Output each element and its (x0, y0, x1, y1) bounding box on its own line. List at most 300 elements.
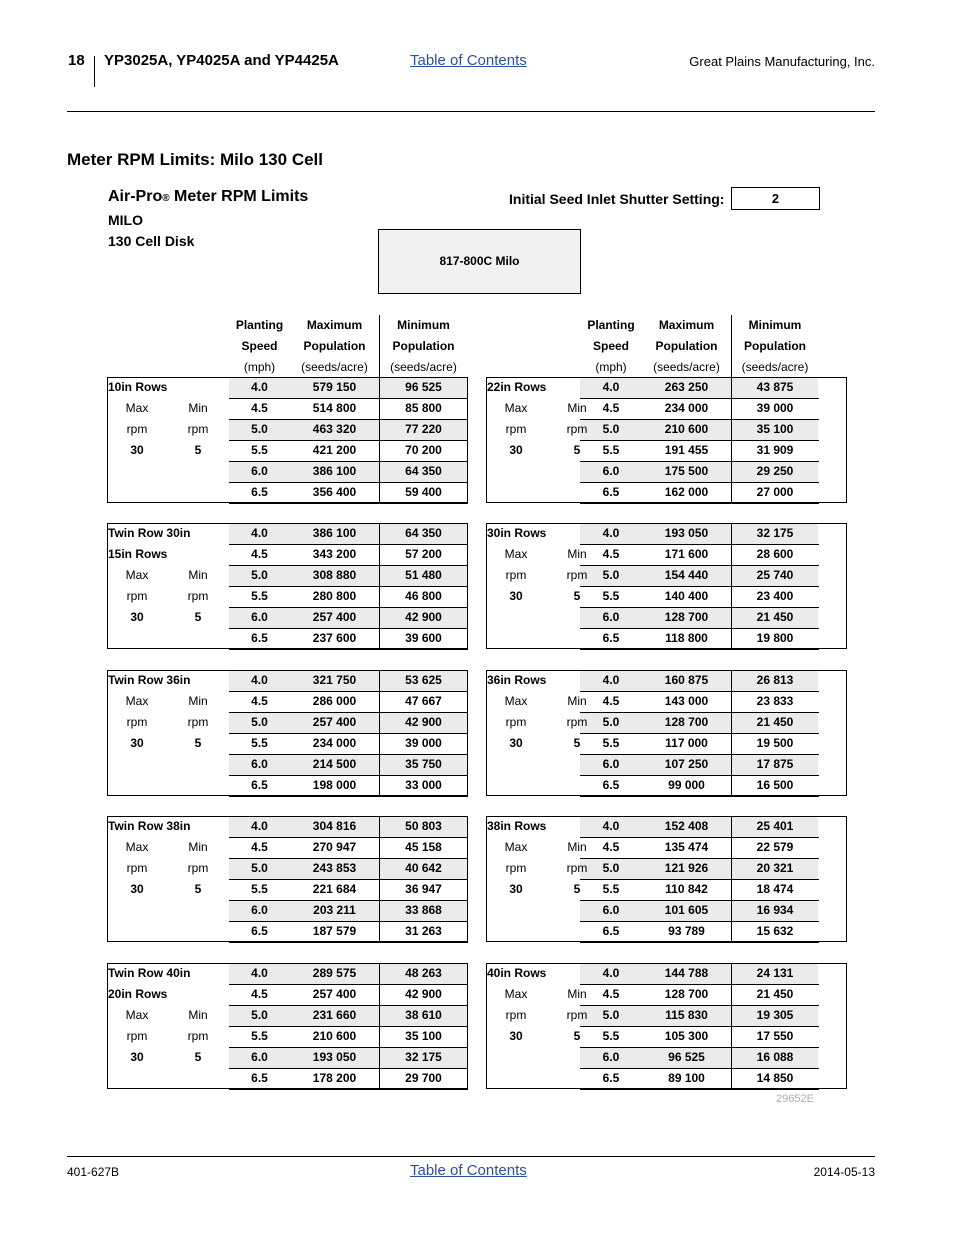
planting-speed: 5.0 (602, 1008, 620, 1022)
max-population: 101 605 (664, 903, 709, 917)
planting-speed: 6.5 (602, 1071, 620, 1085)
rpm-rpm: rpm (126, 589, 148, 603)
max-population: 162 000 (664, 485, 709, 499)
min-population: 45 158 (405, 840, 442, 854)
min-population: 40 642 (405, 861, 442, 875)
min-population: 19 800 (756, 631, 794, 645)
min-population: 46 800 (405, 589, 442, 603)
min-population: 24 131 (756, 966, 794, 980)
rpm-min: Min (567, 840, 587, 854)
planting-speed: 4.5 (602, 547, 620, 561)
min-population: 17 550 (756, 1029, 794, 1043)
max-population: 128 700 (664, 987, 709, 1001)
rpm-max-value: 30 (509, 1029, 523, 1043)
max-population: 386 100 (312, 464, 357, 478)
rpm-max: Max (125, 1008, 149, 1022)
planting-speed: 4.5 (602, 987, 620, 1001)
planting-speed: 6.0 (602, 1050, 620, 1064)
rpm-min: Min (188, 840, 208, 854)
max-population: 286 000 (312, 694, 357, 708)
min-population: 25 740 (756, 568, 794, 582)
planting-speed: 5.5 (602, 589, 620, 603)
planting-speed: 5.5 (251, 589, 268, 603)
max-population: 140 400 (664, 589, 709, 603)
registered-mark: ® (162, 193, 170, 204)
max-population: 463 320 (312, 422, 357, 436)
planting-speed: 5.5 (602, 736, 620, 750)
planting-speed: 5.0 (602, 715, 620, 729)
min-population: 27 000 (756, 485, 794, 499)
max-population: 198 000 (312, 778, 357, 792)
max-population: 579 150 (312, 380, 357, 394)
planting-speed: 4.5 (251, 840, 268, 854)
max-population: 257 400 (312, 987, 357, 1001)
chart-title (108, 188, 308, 206)
header-divider (94, 56, 95, 87)
right-col-header-max: Population (655, 339, 718, 353)
left-col-header-min: Population (392, 339, 455, 353)
row-divider (580, 942, 819, 943)
max-population: 280 800 (312, 589, 357, 603)
rpm-max-value: 30 (130, 1050, 144, 1064)
planting-speed: 5.5 (251, 736, 268, 750)
rpm-max: Max (125, 694, 149, 708)
rpm-min-value: 5 (194, 610, 202, 624)
max-population: 243 853 (312, 861, 357, 875)
planting-speed: 4.0 (251, 526, 268, 540)
planting-speed: 4.0 (251, 673, 268, 687)
min-population: 85 800 (405, 401, 442, 415)
planting-speed: 4.0 (251, 819, 268, 833)
planting-speed: 6.0 (251, 903, 268, 917)
rpm-rpm: rpm (187, 422, 209, 436)
max-population: 231 660 (312, 1008, 357, 1022)
rpm-min-value: 5 (573, 589, 581, 603)
max-population: 343 200 (312, 547, 357, 561)
rpm-max: Max (125, 840, 149, 854)
header-rule (67, 111, 875, 112)
rpm-max-value: 30 (130, 610, 144, 624)
min-population: 20 321 (756, 861, 794, 875)
rpm-min-value: 5 (194, 443, 202, 457)
planting-speed: 6.0 (251, 610, 268, 624)
row-type-label: 15in Rows (108, 547, 168, 561)
min-population: 53 625 (405, 673, 442, 687)
right-header-divider (731, 315, 732, 377)
planting-speed: 6.5 (251, 1071, 268, 1085)
max-population: 386 100 (312, 526, 357, 540)
document-title: YP3025A, YP4025A and YP4425A (104, 52, 339, 69)
row-type-label: Twin Row 30in (108, 526, 191, 540)
footer-rule (67, 1156, 875, 1157)
meter-box: 817-800C Milo (378, 229, 581, 294)
shutter-value: 2 (731, 187, 820, 210)
min-population: 39 000 (756, 401, 794, 415)
planting-speed: 4.0 (602, 673, 620, 687)
rpm-rpm: rpm (187, 589, 209, 603)
planting-speed: 5.0 (251, 422, 268, 436)
planting-speed: 6.0 (602, 903, 620, 917)
rpm-max: Max (504, 840, 528, 854)
max-population: 93 789 (668, 924, 705, 938)
min-population: 39 600 (405, 631, 442, 645)
max-population: 118 800 (665, 631, 708, 645)
rpm-max: Max (504, 401, 528, 415)
footer-toc-link[interactable]: Table of Contents (410, 1162, 527, 1179)
max-population: 308 880 (312, 568, 357, 582)
left-col-header-speed: Speed (241, 339, 278, 353)
planting-speed: 6.5 (602, 778, 620, 792)
max-population: 356 400 (312, 485, 357, 499)
row-type-label: Twin Row 40in (108, 966, 191, 980)
planting-speed: 4.0 (602, 380, 620, 394)
min-population: 16 088 (756, 1050, 794, 1064)
right-col-header-speed: Planting (587, 318, 635, 332)
left-col-header-max: (seeds/acre) (301, 360, 368, 374)
min-population: 38 610 (405, 1008, 442, 1022)
shutter-label: Initial Seed Inlet Shutter Setting: (509, 191, 725, 207)
max-population: 203 211 (313, 903, 356, 917)
row-divider (580, 796, 819, 797)
max-population: 178 200 (312, 1071, 357, 1085)
min-population: 26 813 (756, 673, 794, 687)
company-name: Great Plains Manufacturing, Inc. (689, 54, 875, 69)
planting-speed: 5.5 (251, 1029, 268, 1043)
max-population: 270 947 (312, 840, 357, 854)
min-population: 19 305 (756, 1008, 794, 1022)
planting-speed: 6.0 (251, 464, 268, 478)
rpm-min: Min (188, 694, 208, 708)
min-population: 17 875 (756, 757, 794, 771)
max-population: 263 250 (664, 380, 709, 394)
page-number: 18 (68, 52, 85, 69)
max-population: 191 455 (664, 443, 709, 457)
planting-speed: 4.5 (602, 401, 620, 415)
right-col-header-max: Maximum (658, 318, 715, 332)
max-population: 171 600 (664, 547, 709, 561)
rpm-min-value: 5 (194, 736, 202, 750)
right-col-header-min: Population (744, 339, 806, 353)
row-divider (580, 1089, 819, 1090)
min-population: 33 868 (405, 903, 442, 917)
planting-speed: 6.5 (251, 778, 268, 792)
min-population: 29 250 (756, 464, 794, 478)
planting-speed: 6.0 (602, 464, 620, 478)
min-population: 31 263 (405, 924, 442, 938)
rpm-rpm: rpm (187, 861, 209, 875)
min-population: 14 850 (756, 1071, 794, 1085)
row-type-label: 10in Rows (108, 380, 168, 394)
max-population: 121 926 (664, 861, 709, 875)
min-population: 32 175 (756, 526, 794, 540)
max-population: 89 100 (668, 1071, 705, 1085)
rpm-rpm: rpm (505, 568, 527, 582)
max-population: 237 600 (312, 631, 357, 645)
min-population: 21 450 (756, 610, 794, 624)
max-population: 152 408 (664, 819, 709, 833)
planting-speed: 5.0 (251, 861, 268, 875)
rpm-max-value: 30 (130, 882, 144, 896)
planting-speed: 5.5 (251, 882, 268, 896)
min-population: 42 900 (405, 715, 442, 729)
max-population: 221 684 (312, 882, 357, 896)
min-population: 23 400 (756, 589, 794, 603)
rpm-min: Min (188, 1008, 208, 1022)
max-population: 107 250 (664, 757, 709, 771)
left-col-header-speed: (mph) (243, 360, 276, 374)
min-population: 42 900 (405, 610, 442, 624)
footer-date: 2014-05-13 (813, 1165, 875, 1179)
min-population: 96 525 (405, 380, 442, 394)
crop-label: MILO (108, 212, 143, 228)
row-divider (229, 649, 468, 650)
planting-speed: 5.0 (602, 422, 620, 436)
max-population: 214 500 (312, 757, 357, 771)
planting-speed: 6.0 (251, 757, 268, 771)
max-population: 289 575 (312, 966, 357, 980)
row-type-label: 40in Rows (487, 966, 547, 980)
planting-speed: 6.5 (602, 485, 620, 499)
right-col-header-max: (seeds/acre) (653, 360, 720, 374)
rpm-rpm: rpm (505, 1008, 527, 1022)
planting-speed: 4.5 (251, 547, 268, 561)
left-col-header-max: Maximum (306, 318, 363, 332)
rpm-max: Max (125, 568, 149, 582)
rpm-rpm: rpm (126, 422, 148, 436)
min-population: 35 750 (405, 757, 442, 771)
planting-speed: 5.0 (602, 861, 620, 875)
min-population: 31 909 (756, 443, 794, 457)
rpm-max: Max (504, 987, 528, 1001)
right-col-header-min: Minimum (748, 318, 802, 332)
planting-speed: 4.5 (602, 694, 620, 708)
max-population: 257 400 (312, 715, 357, 729)
rpm-min-value: 5 (573, 1029, 581, 1043)
row-type-label: 30in Rows (487, 526, 547, 540)
planting-speed: 4.0 (602, 526, 620, 540)
max-population: 234 000 (312, 736, 357, 750)
rpm-min: Min (567, 987, 587, 1001)
row-divider (580, 503, 819, 504)
max-population: 210 600 (664, 422, 709, 436)
row-divider (229, 1089, 468, 1090)
min-population: 43 875 (756, 380, 794, 394)
min-population: 16 934 (756, 903, 794, 917)
rpm-rpm: rpm (126, 715, 148, 729)
planting-speed: 5.0 (251, 568, 268, 582)
min-population: 23 833 (756, 694, 794, 708)
planting-speed: 6.5 (251, 631, 268, 645)
left-col-header-max: Population (303, 339, 366, 353)
min-population: 47 667 (405, 694, 442, 708)
rpm-rpm: rpm (126, 1029, 148, 1043)
rpm-rpm: rpm (505, 422, 527, 436)
max-population: 99 000 (668, 778, 705, 792)
planting-speed: 6.0 (251, 1050, 268, 1064)
rpm-max: Max (504, 694, 528, 708)
min-population: 29 700 (405, 1071, 442, 1085)
min-population: 50 803 (405, 819, 442, 833)
row-type-label: 38in Rows (487, 819, 547, 833)
rpm-rpm: rpm (566, 1008, 588, 1022)
disk-label: 130 Cell Disk (108, 233, 195, 249)
planting-speed: 5.0 (251, 1008, 268, 1022)
planting-speed: 4.0 (602, 966, 620, 980)
row-divider (580, 649, 819, 650)
rpm-max: Max (504, 547, 528, 561)
min-population: 36 947 (405, 882, 442, 896)
planting-speed: 5.0 (602, 568, 620, 582)
min-population: 57 200 (405, 547, 442, 561)
rpm-min-value: 5 (194, 882, 202, 896)
planting-speed: 5.0 (251, 715, 268, 729)
max-population: 160 875 (664, 673, 709, 687)
rpm-min: Min (188, 568, 208, 582)
max-population: 193 050 (664, 526, 709, 540)
planting-speed: 4.5 (251, 694, 268, 708)
planting-speed: 4.5 (602, 840, 620, 854)
max-population: 514 800 (312, 401, 357, 415)
rpm-rpm: rpm (126, 861, 148, 875)
max-population: 234 000 (664, 401, 709, 415)
min-population: 35 100 (756, 422, 794, 436)
row-type-label: Twin Row 38in (108, 819, 191, 833)
left-col-header-speed: Planting (235, 318, 284, 332)
rpm-max-value: 30 (509, 443, 523, 457)
row-type-label: 20in Rows (108, 987, 168, 1001)
max-population: 115 830 (665, 1008, 708, 1022)
min-population: 16 500 (756, 778, 794, 792)
image-number: 29652E (776, 1093, 814, 1105)
rpm-min-value: 5 (194, 1050, 202, 1064)
document-number: 401-627B (67, 1165, 120, 1179)
max-population: 128 700 (664, 610, 709, 624)
planting-speed: 4.0 (602, 819, 620, 833)
rpm-rpm: rpm (187, 1029, 209, 1043)
rpm-rpm: rpm (505, 715, 527, 729)
right-col-header-min: (seeds/acre) (741, 360, 809, 374)
rpm-min-value: 5 (573, 736, 581, 750)
planting-speed: 6.0 (602, 610, 620, 624)
min-population: 33 000 (405, 778, 442, 792)
row-divider (229, 942, 468, 943)
rpm-max-value: 30 (130, 443, 144, 457)
left-col-header-min: (seeds/acre) (390, 360, 457, 374)
min-population: 48 263 (405, 966, 442, 980)
max-population: 154 440 (664, 568, 709, 582)
rpm-rpm: rpm (566, 715, 588, 729)
planting-speed: 4.0 (251, 380, 268, 394)
planting-speed: 6.5 (602, 631, 620, 645)
min-population: 64 350 (405, 526, 442, 540)
max-population: 187 579 (312, 924, 357, 938)
min-population: 39 000 (405, 736, 442, 750)
min-population: 19 500 (756, 736, 794, 750)
min-population: 51 480 (405, 568, 442, 582)
min-population: 59 400 (405, 485, 442, 499)
row-type-label: 36in Rows (487, 673, 547, 687)
row-divider (229, 503, 468, 504)
max-population: 321 750 (312, 673, 357, 687)
planting-speed: 5.5 (602, 443, 620, 457)
planting-speed: 6.5 (251, 485, 268, 499)
min-population: 15 632 (756, 924, 794, 938)
min-population: 28 600 (756, 547, 794, 561)
min-population: 25 401 (756, 819, 794, 833)
rpm-min-value: 5 (573, 882, 581, 896)
rpm-rpm: rpm (566, 861, 588, 875)
header-toc-link[interactable]: Table of Contents (410, 52, 527, 69)
max-population: 193 050 (312, 1050, 357, 1064)
rpm-min-value: 5 (573, 443, 581, 457)
brand-name: Air-Pro (108, 188, 163, 205)
max-population: 257 400 (312, 610, 357, 624)
min-population: 18 474 (756, 882, 794, 896)
rpm-rpm: rpm (187, 715, 209, 729)
left-col-header-min: Minimum (397, 318, 450, 332)
rpm-rpm: rpm (566, 568, 588, 582)
section-title: Meter RPM Limits: Milo 130 Cell (67, 150, 323, 169)
right-col-header-speed: Speed (592, 339, 629, 353)
max-population: 144 788 (664, 966, 709, 980)
rpm-rpm: rpm (505, 861, 527, 875)
min-population: 22 579 (756, 840, 794, 854)
rpm-max-value: 30 (130, 736, 144, 750)
chart-title-rest: Meter RPM Limits (169, 188, 309, 205)
left-header-divider (379, 315, 380, 377)
max-population: 135 474 (664, 840, 709, 854)
min-population: 64 350 (405, 464, 442, 478)
max-population: 304 816 (312, 819, 357, 833)
right-col-header-speed: (mph) (595, 360, 627, 374)
rpm-min: Min (567, 401, 587, 415)
row-type-label: Twin Row 36in (108, 673, 191, 687)
planting-speed: 6.5 (602, 924, 620, 938)
min-population: 77 220 (405, 422, 442, 436)
planting-speed: 5.5 (602, 882, 620, 896)
planting-speed: 5.5 (602, 1029, 620, 1043)
rpm-min: Min (188, 401, 208, 415)
max-population: 117 000 (665, 736, 708, 750)
rpm-max-value: 30 (509, 882, 523, 896)
rpm-min: Min (567, 694, 587, 708)
planting-speed: 4.5 (251, 401, 268, 415)
row-type-label: 22in Rows (487, 380, 547, 394)
planting-speed: 4.0 (251, 966, 268, 980)
min-population: 32 175 (405, 1050, 442, 1064)
min-population: 70 200 (405, 443, 442, 457)
max-population: 143 000 (664, 694, 709, 708)
max-population: 421 200 (312, 443, 357, 457)
max-population: 105 300 (664, 1029, 709, 1043)
min-population: 21 450 (756, 715, 794, 729)
max-population: 110 842 (665, 882, 708, 896)
rpm-max-value: 30 (509, 589, 523, 603)
planting-speed: 6.0 (602, 757, 620, 771)
max-population: 175 500 (664, 464, 709, 478)
min-population: 21 450 (756, 987, 794, 1001)
planting-speed: 4.5 (251, 987, 268, 1001)
min-population: 42 900 (405, 987, 442, 1001)
planting-speed: 5.5 (251, 443, 268, 457)
row-divider (229, 796, 468, 797)
rpm-rpm: rpm (566, 422, 588, 436)
max-population: 210 600 (312, 1029, 357, 1043)
max-population: 128 700 (664, 715, 709, 729)
rpm-max: Max (125, 401, 149, 415)
planting-speed: 6.5 (251, 924, 268, 938)
rpm-min: Min (567, 547, 587, 561)
